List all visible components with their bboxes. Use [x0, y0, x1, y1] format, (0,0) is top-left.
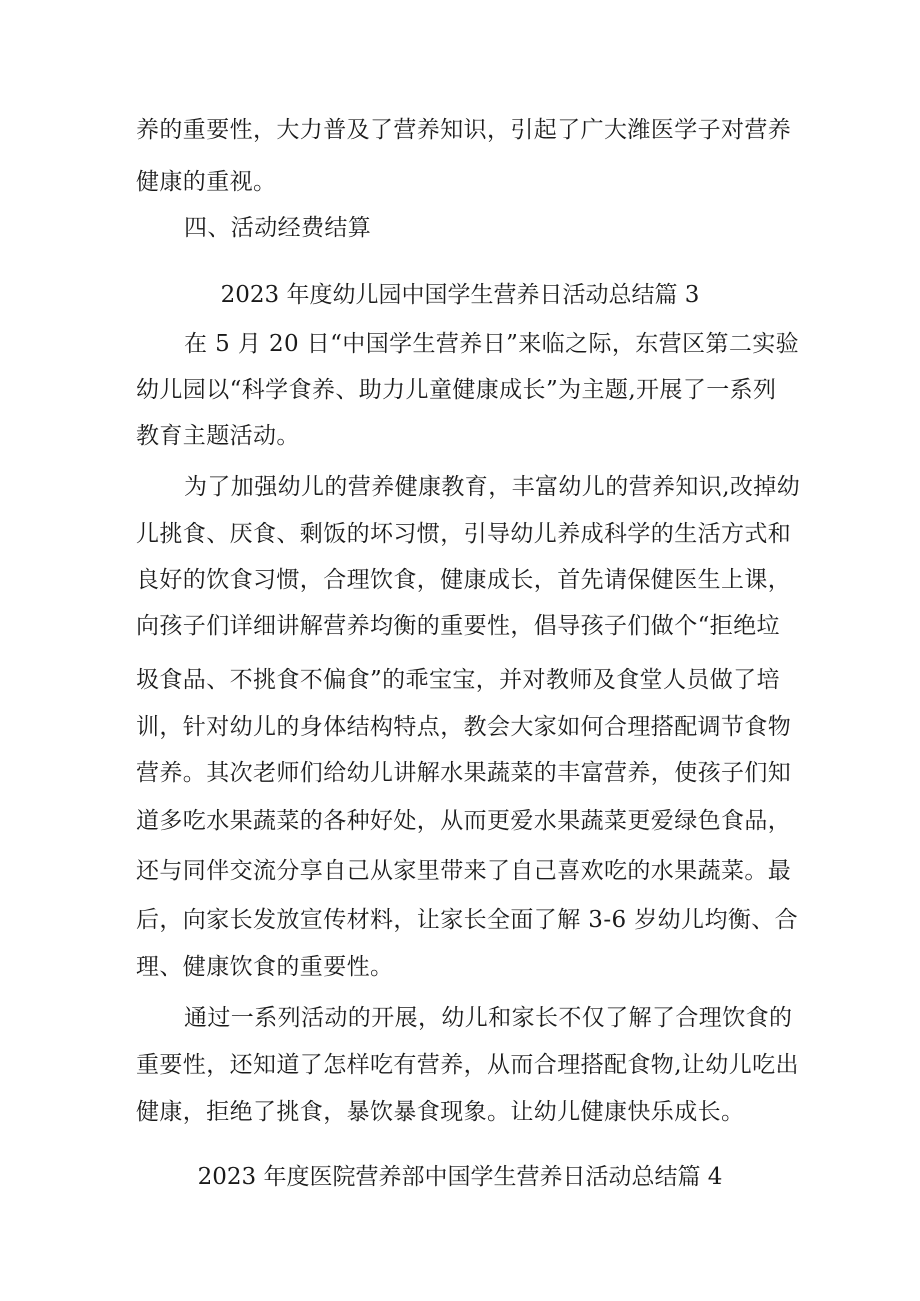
paragraph-line: 在 5 月 20 日“中国学生营养日”来临之际，东营区第二实验: [184, 331, 800, 357]
paragraph-line: 还与同伴交流分享自己从家里带来了自己喜欢吃的水果蔬菜。最: [136, 858, 792, 884]
paragraph-line: 健康，拒绝了挑食，暴饮暴食现象。让幼儿健康快乐成长。: [136, 1099, 745, 1125]
paragraph-line: 通过一系列活动的开展，幼儿和家长不仅了解了合理饮食的: [184, 1005, 793, 1031]
paragraph-line: 儿挑食、厌食、剩饭的坏习惯，引导幼儿养成科学的生活方式和: [136, 521, 792, 547]
paragraph-line: 后，向家长发放宣传材料，让家长全面了解 3-6 岁幼儿均衡、合: [136, 907, 799, 933]
paragraph-line: 为了加强幼儿的营养健康教育，丰富幼儿的营养知识,改掉幼: [184, 474, 801, 500]
paragraph-line: 养的重要性，大力普及了营养知识，引起了广大潍医学子对营养: [136, 117, 792, 143]
paragraph-line: 健康的重视。: [136, 169, 277, 195]
section-heading: 四、活动经费结算: [184, 215, 372, 241]
paragraph-line: 道多吃水果蔬菜的各种好处，从而更爱水果蔬菜更爱绿色食品，: [136, 808, 792, 834]
paragraph-line: 圾食品、不挑食不偏食”的乖宝宝，并对教师及食堂人员做了培: [136, 667, 780, 693]
article-heading: 2023 年度幼儿园中国学生营养日活动总结篇 3: [220, 282, 700, 308]
paragraph-line: 训，针对幼儿的身体结构特点，教会大家如何合理搭配调节食物: [136, 714, 792, 740]
paragraph-line: 向孩子们详细讲解营养均衡的重要性，倡导孩子们做个“拒绝垃: [136, 613, 780, 639]
paragraph-line: 理、健康饮食的重要性。: [136, 954, 394, 980]
paragraph-line: 重要性，还知道了怎样吃有营养，从而合理搭配食物,让幼儿吃出: [136, 1052, 799, 1078]
paragraph-line: 教育主题活动。: [136, 423, 300, 449]
article-heading: 2023 年度医院营养部中国学生营养日活动总结篇 4: [197, 1164, 723, 1190]
paragraph-line: 营养。其次老师们给幼儿讲解水果蔬菜的丰富营养，使孩子们知: [136, 760, 792, 786]
paragraph-line: 良好的饮食习惯，合理饮食，健康成长，首先请保健医生上课，: [136, 567, 792, 593]
paragraph-line: 幼儿园以“科学食养、助力儿童健康成长”为主题,开展了一系列: [136, 377, 777, 403]
